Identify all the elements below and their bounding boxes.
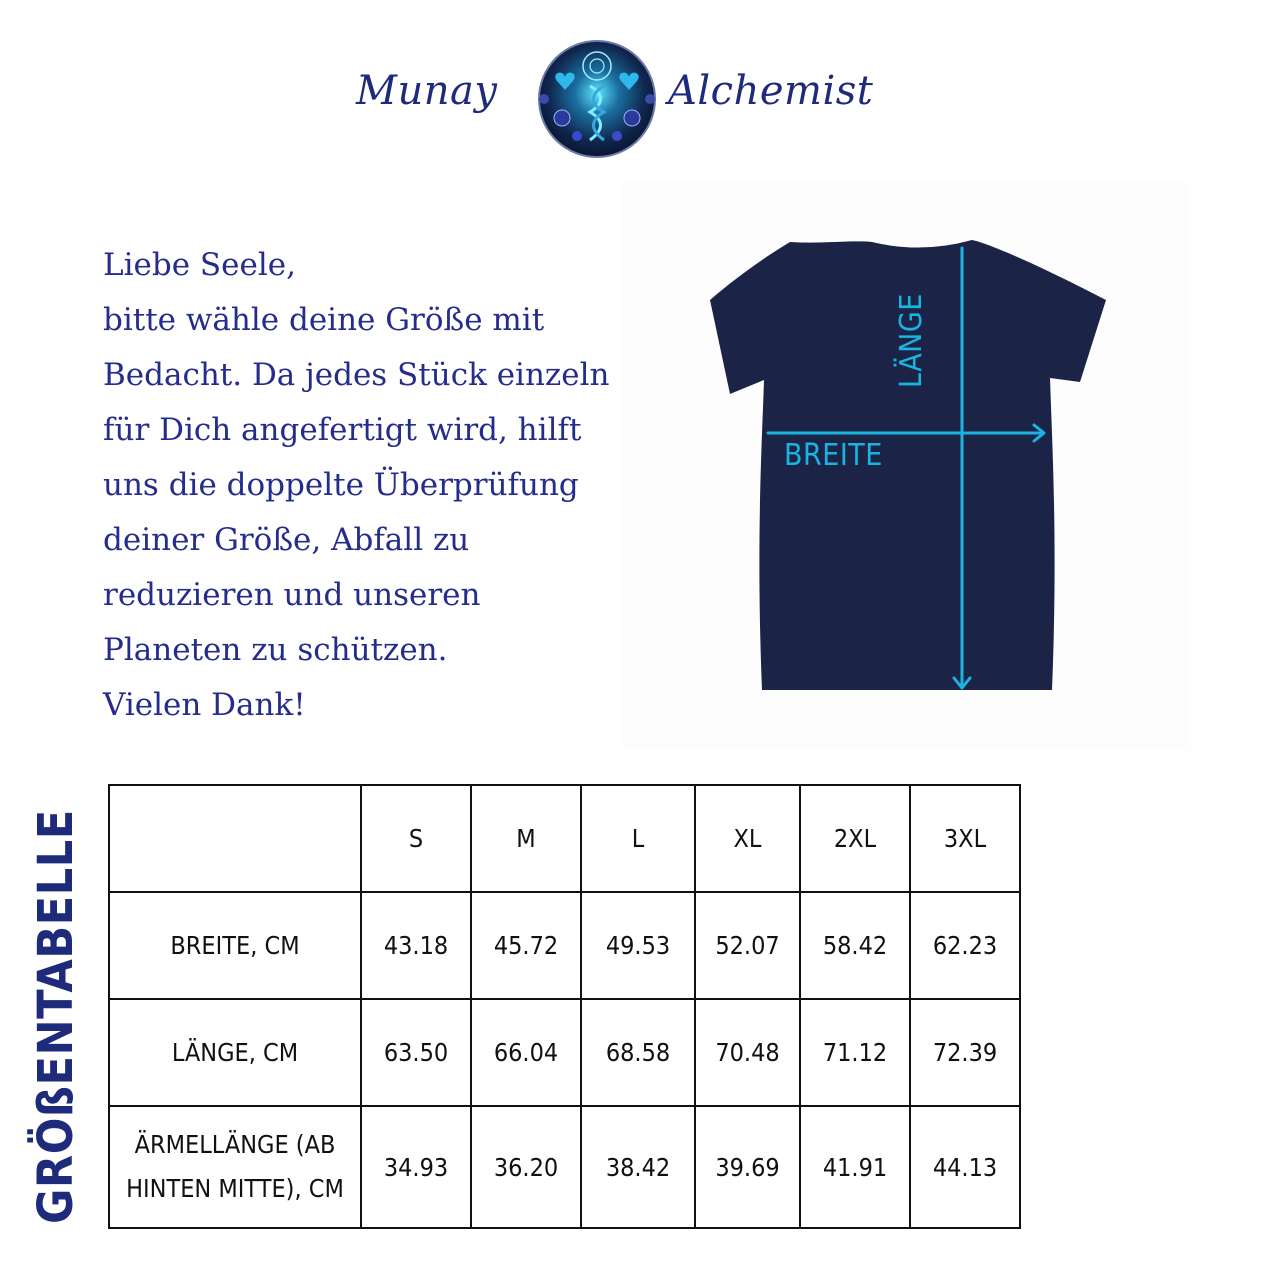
table-cell: 43.18 xyxy=(361,892,471,999)
table-row xyxy=(109,1106,1020,1228)
table-cell: 36.20 xyxy=(471,1106,581,1228)
brand-name-left: Munay xyxy=(356,68,498,114)
size-header-cell: L xyxy=(581,785,695,892)
table-cell: 38.42 xyxy=(581,1106,695,1228)
size-header-cell: S xyxy=(361,785,471,892)
intro-line: Liebe Seele, xyxy=(103,247,296,283)
table-cell: 45.72 xyxy=(471,892,581,999)
size-chart-table xyxy=(108,784,1021,1229)
table-cell: 52.07 xyxy=(695,892,800,999)
table-cell: 66.04 xyxy=(471,999,581,1106)
size-header-cell: M xyxy=(471,785,581,892)
row-label-line: HINTEN MITTE), CM xyxy=(126,1174,344,1203)
table-header-row xyxy=(109,785,1020,892)
intro-line: Planeten zu schützen. xyxy=(103,632,448,668)
table-cell: 63.50 xyxy=(361,999,471,1106)
table-cell: 72.39 xyxy=(910,999,1020,1106)
table-cell: 41.91 xyxy=(800,1106,910,1228)
table-cell: 39.69 xyxy=(695,1106,800,1228)
size-header-cell: 2XL xyxy=(800,785,910,892)
intro-line: bitte wähle deine Größe mit xyxy=(103,302,545,338)
mandala-dna-emblem-icon xyxy=(532,36,662,166)
size-header-cell: 3XL xyxy=(910,785,1020,892)
row-label-line: ÄRMELLÄNGE (AB xyxy=(134,1130,336,1159)
intro-line: uns die doppelte Überprüfung xyxy=(103,467,579,503)
intro-line: Vielen Dank! xyxy=(103,687,306,723)
width-label: BREITE xyxy=(784,438,883,473)
table-row xyxy=(109,999,1020,1106)
size-chart-title: GRÖßENTABELLE xyxy=(28,809,84,1224)
tshirt-measurement-diagram xyxy=(622,182,1190,750)
row-label-length: LÄNGE, CM xyxy=(109,999,361,1106)
table-cell: 44.13 xyxy=(910,1106,1020,1228)
intro-line: reduzieren und unseren xyxy=(103,577,481,613)
table-cell: 62.23 xyxy=(910,892,1020,999)
table-cell: 49.53 xyxy=(581,892,695,999)
brand-name-right: Alchemist xyxy=(668,68,874,114)
table-cell: 58.42 xyxy=(800,892,910,999)
intro-line: Bedacht. Da jedes Stück einzeln xyxy=(103,357,610,393)
row-label-sleeve-length xyxy=(109,1106,361,1228)
table-corner-cell xyxy=(109,785,361,892)
length-label: LÄNGE xyxy=(894,293,929,388)
row-label-width: BREITE, CM xyxy=(109,892,361,999)
table-cell: 34.93 xyxy=(361,1106,471,1228)
table-cell: 68.58 xyxy=(581,999,695,1106)
table-cell: 71.12 xyxy=(800,999,910,1106)
intro-line: für Dich angefertigt wird, hilft xyxy=(103,412,582,448)
table-row xyxy=(109,892,1020,999)
intro-message xyxy=(103,238,693,733)
size-header-cell: XL xyxy=(695,785,800,892)
table-cell: 70.48 xyxy=(695,999,800,1106)
intro-line: deiner Größe, Abfall zu xyxy=(103,522,470,558)
